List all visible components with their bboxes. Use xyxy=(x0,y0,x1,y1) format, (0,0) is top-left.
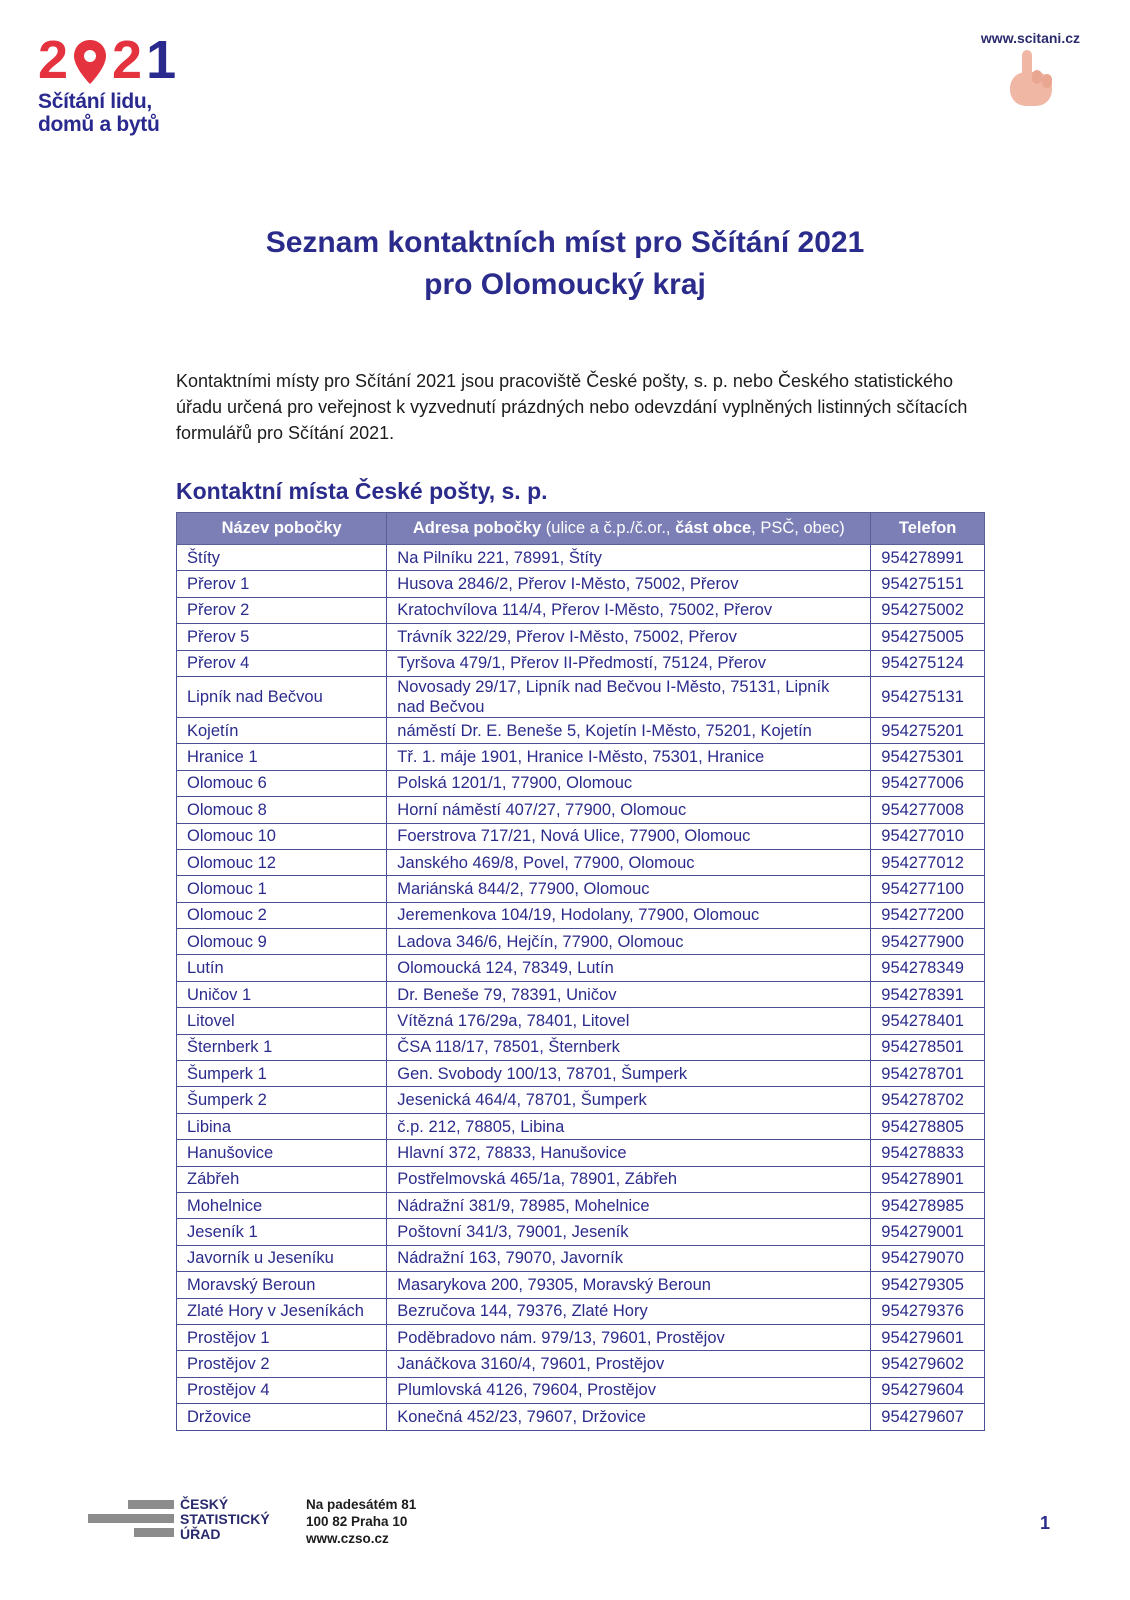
pointing-hand-icon xyxy=(1002,48,1060,112)
table-row xyxy=(177,1087,985,1113)
phone-cell: 954275131 xyxy=(871,676,985,717)
phone-cell: 954275151 xyxy=(871,571,985,597)
footer-address-line: 100 82 Praha 10 xyxy=(306,1514,408,1529)
website-url[interactable]: www.scitani.cz xyxy=(980,30,1080,46)
address-cell: Janáčkova 3160/4, 79601, Prostějov xyxy=(387,1351,871,1377)
intro-paragraph: Kontaktními místy pro Sčítání 2021 jsou pracoviště České pošty, s. p. nebo Českého statistického úřadu určená pro veřejnost k vyzvednutí prázdných nebo odevzdání vyplněných listinných sčítacích formulářů pro Sčítání 2021. xyxy=(176,371,968,443)
location-pin-icon xyxy=(72,38,108,84)
phone-cell: 954277200 xyxy=(871,902,985,928)
table-row xyxy=(177,717,985,743)
table-row xyxy=(177,624,985,650)
address-cell: Postřelmovská 465/1a, 78901, Zábřeh xyxy=(387,1166,871,1192)
header-text: Adresa pobočky xyxy=(412,519,542,537)
census-2021-logo xyxy=(38,30,188,144)
address-cell: Foerstrova 717/21, Nová Ulice, 77900, Olomouc xyxy=(387,823,871,849)
phone-cell: 954278401 xyxy=(871,1008,985,1034)
header-text: část obce xyxy=(675,519,752,537)
address-cell: Ladova 346/6, Hejčín, 77900, Olomouc xyxy=(387,929,871,955)
branch-name-cell: Šumperk 1 xyxy=(177,1061,387,1087)
table-row xyxy=(177,1008,985,1034)
address-cell: Na Pilníku 221, 78991, Štíty xyxy=(387,545,871,571)
branch-name-cell: Olomouc 10 xyxy=(177,823,387,849)
phone-cell: 954279376 xyxy=(871,1298,985,1324)
phone-cell: 954279601 xyxy=(871,1324,985,1350)
section-title: Kontaktní místa České pošty, s. p. xyxy=(176,478,548,504)
phone-cell: 954278501 xyxy=(871,1034,985,1060)
branch-name-cell: Olomouc 8 xyxy=(177,797,387,823)
column-header-phone: Telefon xyxy=(871,513,985,545)
address-cell: Tyršova 479/1, Přerov II-Předmostí, 75124, Přerov xyxy=(387,650,871,676)
phone-cell: 954279001 xyxy=(871,1219,985,1245)
table-row xyxy=(177,1245,985,1271)
czso-logo-line: STATISTICKÝ xyxy=(180,1511,270,1527)
branch-name-cell: Olomouc 1 xyxy=(177,876,387,902)
phone-cell: 954278901 xyxy=(871,1166,985,1192)
table-row xyxy=(177,797,985,823)
table-row xyxy=(177,1140,985,1166)
page-number: 1 xyxy=(1040,1513,1051,1533)
table-row xyxy=(177,929,985,955)
header-text: , PSČ, obec) xyxy=(751,519,845,537)
branch-name-cell: Jeseník 1 xyxy=(177,1219,387,1245)
address-cell: Tř. 1. máje 1901, Hranice I-Město, 75301, Hranice xyxy=(387,744,871,770)
address-cell: Gen. Svobody 100/13, 78701, Šumperk xyxy=(387,1061,871,1087)
table-row xyxy=(177,1061,985,1087)
address-cell: Bezručova 144, 79376, Zlaté Hory xyxy=(387,1298,871,1324)
table-row xyxy=(177,770,985,796)
address-cell: Husova 2846/2, Přerov I-Město, 75002, Přerov xyxy=(387,571,871,597)
logo-bar xyxy=(88,1514,174,1523)
phone-cell: 954279602 xyxy=(871,1351,985,1377)
address-cell: Horní náměstí 407/27, 77900, Olomouc xyxy=(387,797,871,823)
branch-name-cell: Olomouc 6 xyxy=(177,770,387,796)
table-row xyxy=(177,545,985,571)
branch-name-cell: Šumperk 2 xyxy=(177,1087,387,1113)
phone-cell: 954277012 xyxy=(871,849,985,875)
phone-cell: 954275002 xyxy=(871,597,985,623)
branch-name-cell: Hranice 1 xyxy=(177,744,387,770)
table-row xyxy=(177,1272,985,1298)
phone-cell: 954277008 xyxy=(871,797,985,823)
phone-cell: 954277100 xyxy=(871,876,985,902)
logo-digit: 2 xyxy=(38,30,69,90)
phone-cell: 954275005 xyxy=(871,624,985,650)
address-cell: Nádražní 163, 79070, Javorník xyxy=(387,1245,871,1271)
table-row xyxy=(177,1219,985,1245)
address-cell: Kratochvílova 114/4, Přerov I-Město, 75002, Přerov xyxy=(387,597,871,623)
phone-cell: 954279604 xyxy=(871,1377,985,1403)
phone-cell: 954278991 xyxy=(871,545,985,571)
address-cell: Vítězná 176/29a, 78401, Litovel xyxy=(387,1008,871,1034)
phone-cell: 954279607 xyxy=(871,1404,985,1430)
table-row xyxy=(177,571,985,597)
branch-name-cell: Přerov 4 xyxy=(177,650,387,676)
branch-name-cell: Přerov 5 xyxy=(177,624,387,650)
address-cell: Trávník 322/29, Přerov I-Město, 75002, Přerov xyxy=(387,624,871,650)
logo-tagline xyxy=(38,90,188,136)
branch-name-cell: Přerov 2 xyxy=(177,597,387,623)
phone-cell: 954275301 xyxy=(871,744,985,770)
phone-cell: 954277900 xyxy=(871,929,985,955)
phone-cell: 954278805 xyxy=(871,1113,985,1139)
address-cell: Janského 469/8, Povel, 77900, Olomouc xyxy=(387,849,871,875)
branch-name-cell: Javorník u Jeseníku xyxy=(177,1245,387,1271)
address-cell: Olomoucká 124, 78349, Lutín xyxy=(387,955,871,981)
address-cell: ČSA 118/17, 78501, Šternberk xyxy=(387,1034,871,1060)
czso-logo-text xyxy=(180,1497,270,1542)
phone-cell: 954279305 xyxy=(871,1272,985,1298)
phone-cell: 954275124 xyxy=(871,650,985,676)
phone-cell: 954278391 xyxy=(871,981,985,1007)
contact-points-table xyxy=(176,512,985,1431)
branch-name-cell: Držovice xyxy=(177,1404,387,1430)
phone-cell: 954278985 xyxy=(871,1192,985,1218)
branch-name-cell: Štíty xyxy=(177,545,387,571)
logo-bar xyxy=(128,1500,174,1509)
czso-logo xyxy=(88,1497,278,1547)
table-header-row xyxy=(177,513,985,545)
branch-name-cell: Zábřeh xyxy=(177,1166,387,1192)
website-badge xyxy=(920,30,1080,46)
phone-cell: 954278701 xyxy=(871,1061,985,1087)
phone-cell: 954279070 xyxy=(871,1245,985,1271)
column-header-name: Název pobočky xyxy=(177,513,387,545)
page-title-line: Seznam kontaktních míst pro Sčítání 2021 xyxy=(265,226,865,259)
address-cell: Hlavní 372, 78833, Hanušovice xyxy=(387,1140,871,1166)
address-cell: Poštovní 341/3, 79001, Jeseník xyxy=(387,1219,871,1245)
address-cell: Nádražní 381/9, 78985, Mohelnice xyxy=(387,1192,871,1218)
phone-cell: 954277010 xyxy=(871,823,985,849)
branch-name-cell: Zlaté Hory v Jeseníkách xyxy=(177,1298,387,1324)
table-row xyxy=(177,597,985,623)
phone-cell: 954278349 xyxy=(871,955,985,981)
table-row xyxy=(177,1404,985,1430)
phone-cell: 954278702 xyxy=(871,1087,985,1113)
branch-name-cell: Litovel xyxy=(177,1008,387,1034)
column-header-address xyxy=(387,513,871,545)
table-row xyxy=(177,823,985,849)
address-cell: č.p. 212, 78805, Libina xyxy=(387,1113,871,1139)
address-cell: Mariánská 844/2, 77900, Olomouc xyxy=(387,876,871,902)
branch-name-cell: Libina xyxy=(177,1113,387,1139)
logo-digit: 2 xyxy=(112,30,143,90)
phone-cell: 954275201 xyxy=(871,717,985,743)
table-row xyxy=(177,876,985,902)
table-row xyxy=(177,1113,985,1139)
table-row xyxy=(177,744,985,770)
table-row xyxy=(177,955,985,981)
address-cell: náměstí Dr. E. Beneše 5, Kojetín I-Město, 75201, Kojetín xyxy=(387,717,871,743)
logo-year xyxy=(38,30,188,90)
table-row xyxy=(177,1298,985,1324)
table-row xyxy=(177,1351,985,1377)
table-row xyxy=(177,981,985,1007)
branch-name-cell: Moravský Beroun xyxy=(177,1272,387,1298)
table-body xyxy=(177,545,985,1431)
branch-name-cell: Olomouc 12 xyxy=(177,849,387,875)
logo-tagline-line: domů a bytů xyxy=(38,113,160,136)
table-row xyxy=(177,849,985,875)
logo-digit: 1 xyxy=(146,30,177,90)
branch-name-cell: Lipník nad Bečvou xyxy=(177,676,387,717)
branch-name-cell: Prostějov 1 xyxy=(177,1324,387,1350)
address-cell: Plumlovská 4126, 79604, Prostějov xyxy=(387,1377,871,1403)
header-text: (ulice a č.p./č.or., xyxy=(541,519,676,537)
branch-name-cell: Hanušovice xyxy=(177,1140,387,1166)
czso-logo-line: ČESKÝ xyxy=(180,1496,229,1512)
branch-name-cell: Olomouc 9 xyxy=(177,929,387,955)
address-cell: Polská 1201/1, 77900, Olomouc xyxy=(387,770,871,796)
table-row xyxy=(177,902,985,928)
footer-address-line: Na padesátém 81 xyxy=(306,1497,417,1512)
logo-bar xyxy=(134,1528,174,1537)
branch-name-cell: Olomouc 2 xyxy=(177,902,387,928)
table-row xyxy=(177,1192,985,1218)
table-row xyxy=(177,676,985,717)
table-row xyxy=(177,1377,985,1403)
branch-name-cell: Mohelnice xyxy=(177,1192,387,1218)
page-title xyxy=(0,222,1130,306)
address-cell: Konečná 452/23, 79607, Držovice xyxy=(387,1404,871,1430)
address-cell: Poděbradovo nám. 979/13, 79601, Prostějov xyxy=(387,1324,871,1350)
czso-logo-bars xyxy=(88,1500,178,1542)
branch-name-cell: Prostějov 2 xyxy=(177,1351,387,1377)
branch-name-cell: Prostějov 4 xyxy=(177,1377,387,1403)
table-row xyxy=(177,1034,985,1060)
table-row xyxy=(177,650,985,676)
branch-name-cell: Lutín xyxy=(177,955,387,981)
address-cell: Jesenická 464/4, 78701, Šumperk xyxy=(387,1087,871,1113)
branch-name-cell: Uničov 1 xyxy=(177,981,387,1007)
phone-cell: 954278833 xyxy=(871,1140,985,1166)
branch-name-cell: Přerov 1 xyxy=(177,571,387,597)
footer-website-link[interactable]: www.czso.cz xyxy=(306,1531,389,1546)
address-cell: Novosady 29/17, Lipník nad Bečvou I-Město, 75131, Lipník nad Bečvou xyxy=(387,676,871,717)
phone-cell: 954277006 xyxy=(871,770,985,796)
address-cell: Dr. Beneše 79, 78391, Uničov xyxy=(387,981,871,1007)
table-row xyxy=(177,1166,985,1192)
logo-tagline-line: Sčítání lidu, xyxy=(38,90,152,113)
branch-name-cell: Šternberk 1 xyxy=(177,1034,387,1060)
page-title-line: pro Olomoucký kraj xyxy=(424,268,706,301)
address-cell: Jeremenkova 104/19, Hodolany, 77900, Olomouc xyxy=(387,902,871,928)
branch-name-cell: Kojetín xyxy=(177,717,387,743)
footer-address xyxy=(306,1496,416,1547)
table-row xyxy=(177,1324,985,1350)
czso-logo-line: ÚŘAD xyxy=(180,1526,221,1542)
address-cell: Masarykova 200, 79305, Moravský Beroun xyxy=(387,1272,871,1298)
